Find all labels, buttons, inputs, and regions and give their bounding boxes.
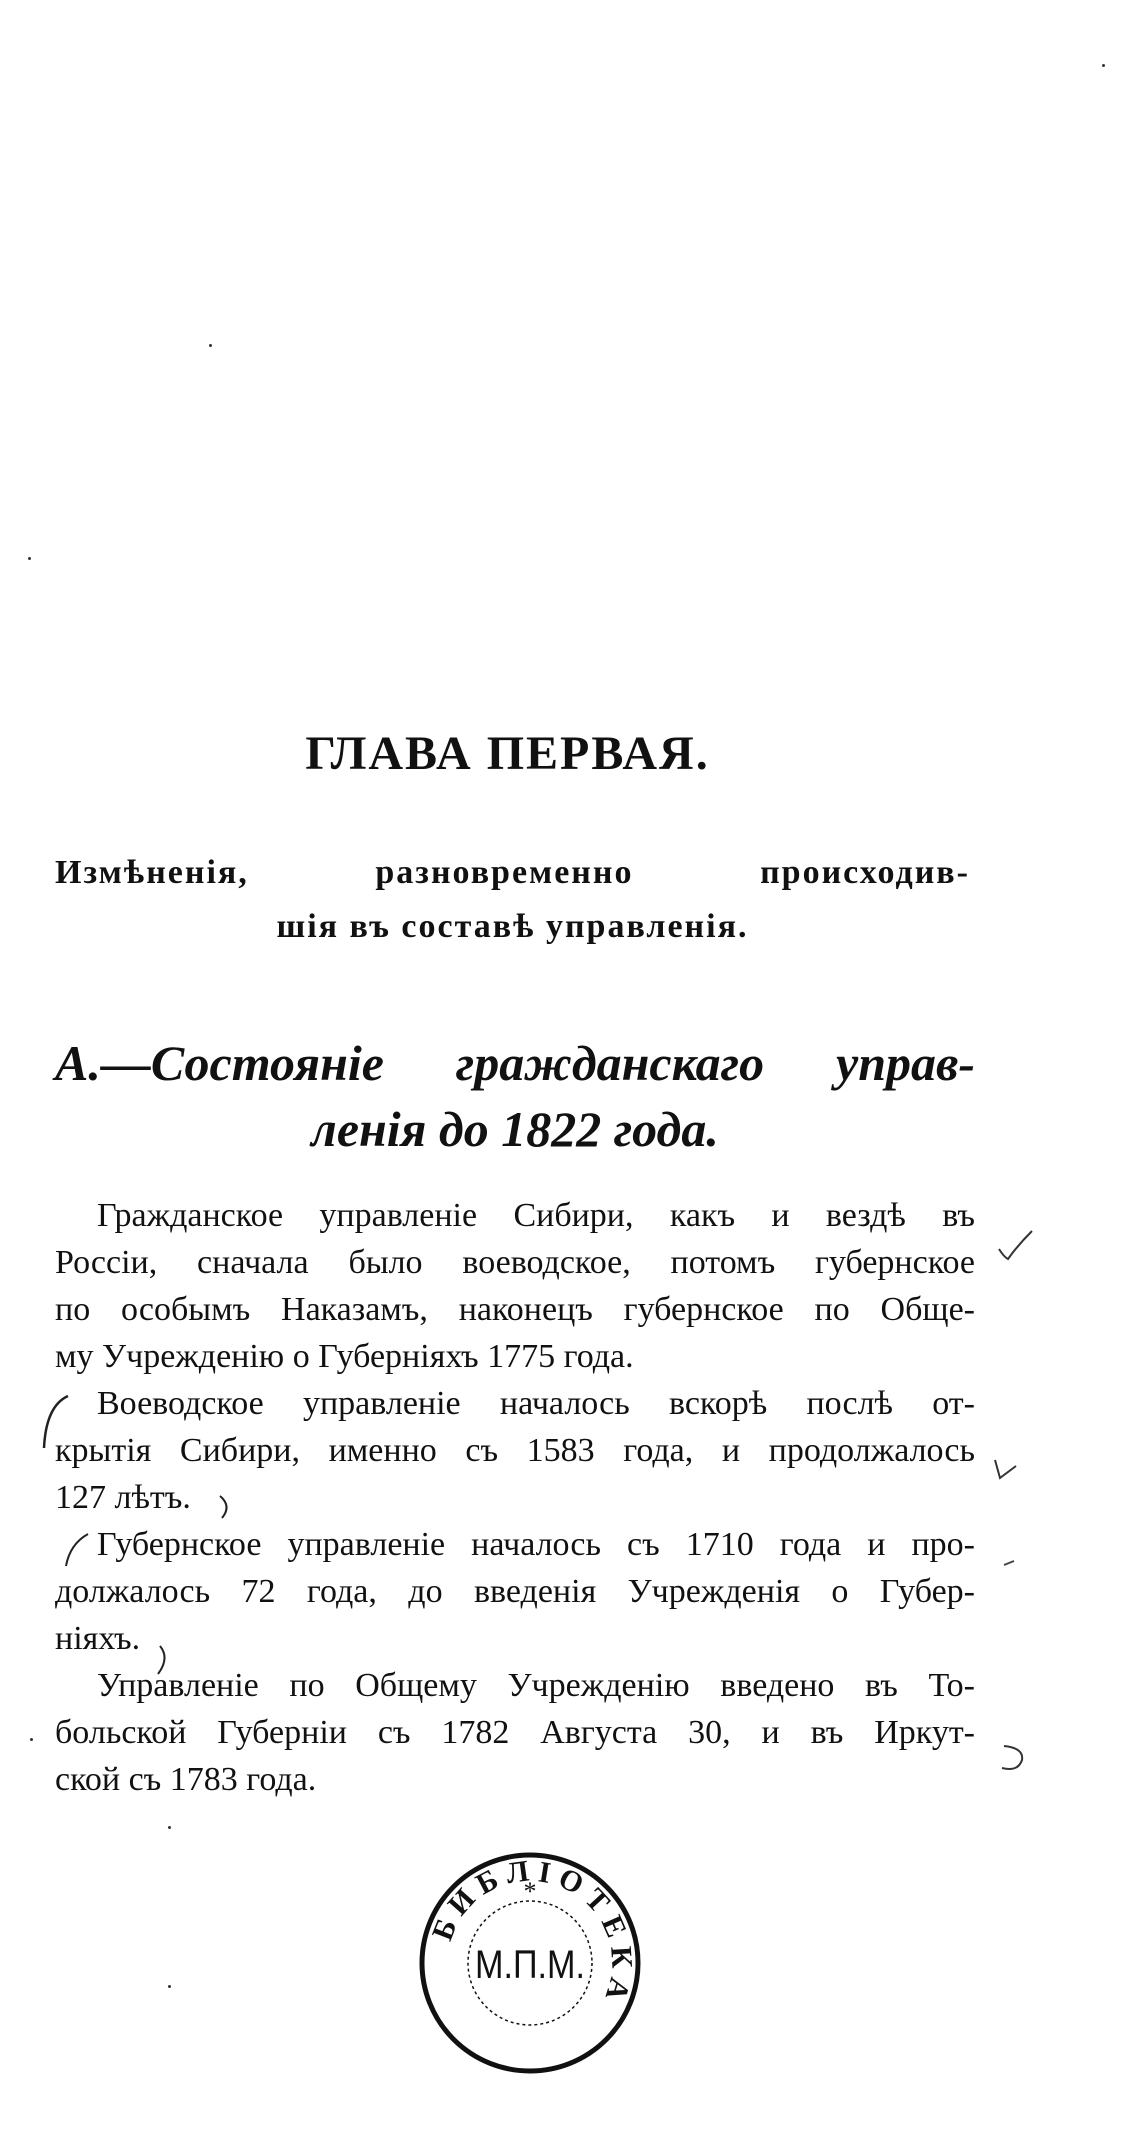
paragraph-line: по особымъ Наказамъ, наконецъ губернское по Обще- bbox=[55, 1291, 975, 1328]
paragraph-line: му Учрежденію о Губерніяхъ 1775 года. bbox=[55, 1338, 634, 1375]
bracket-pencil-mark bbox=[996, 1738, 1036, 1778]
paragraph-line: 127 лѣтъ. bbox=[55, 1479, 191, 1516]
paper-speck bbox=[209, 344, 212, 347]
body-text bbox=[55, 1192, 975, 1803]
svg-text:М.П.М.: М.П.М. bbox=[475, 1943, 585, 1987]
section-heading-line-2: шія въ составѣ управленія. bbox=[276, 908, 749, 945]
close-bracket-pencil-mark bbox=[214, 1492, 244, 1522]
paragraph-line: Россіи, сначала было воеводское, потомъ губернское bbox=[55, 1244, 975, 1281]
section-heading bbox=[55, 846, 970, 954]
paper-speck bbox=[28, 557, 31, 560]
subsection-heading bbox=[55, 1030, 975, 1162]
open-bracket-pencil-mark bbox=[38, 1392, 74, 1452]
paragraph-4 bbox=[55, 1662, 975, 1803]
open-bracket-pencil-mark bbox=[62, 1530, 92, 1570]
paragraph-line: ской съ 1783 года. bbox=[55, 1761, 317, 1798]
paragraph-1 bbox=[55, 1192, 975, 1380]
paper-speck bbox=[30, 1738, 33, 1741]
svg-text:*: * bbox=[523, 1877, 537, 1906]
paper-speck bbox=[1102, 64, 1105, 67]
subsection-heading-line-1: А.—Состояніе гражданскаго управ- bbox=[55, 1035, 975, 1091]
section-heading-line-1: Измѣненія, разновременно происходив- bbox=[55, 854, 970, 891]
paragraph-line: Гражданское управленіе Сибири, какъ и вездѣ въ bbox=[97, 1197, 975, 1234]
paragraph-3 bbox=[55, 1521, 975, 1662]
chapter-title: ГЛАВА ПЕРВАЯ. bbox=[305, 727, 710, 780]
paper-speck bbox=[168, 1985, 171, 1988]
subsection-heading-line-2: ленія до 1822 года. bbox=[311, 1101, 719, 1157]
checkmark-pencil-mark bbox=[996, 1225, 1036, 1265]
paper-speck bbox=[168, 1826, 171, 1829]
paragraph-line: Губернское управленіе началось съ 1710 года и про- bbox=[97, 1526, 975, 1563]
tick-pencil-mark bbox=[1000, 1545, 1040, 1585]
checkmark-pencil-mark bbox=[990, 1448, 1030, 1488]
paragraph-2 bbox=[55, 1380, 975, 1521]
paragraph-line: больской Губерніи съ 1782 Августа 30, и въ Иркут- bbox=[55, 1714, 975, 1751]
paragraph-line: Воеводское управленіе началось вскорѣ послѣ от- bbox=[97, 1385, 975, 1422]
close-bracket-pencil-mark bbox=[150, 1640, 180, 1680]
library-stamp bbox=[415, 1848, 645, 2078]
svg-text:Б И Б Л І О Т Е К А: Б И Б Л І О Т Е К А bbox=[425, 1854, 639, 2005]
paragraph-line: должалось 72 года, до введенія Учрежденія о Губер- bbox=[55, 1573, 975, 1610]
paragraph-line: крытія Сибири, именно съ 1583 года, и продолжалось bbox=[55, 1432, 975, 1469]
paragraph-line: ніяхъ. bbox=[55, 1620, 141, 1657]
paragraph-line: Управленіе по Общему Учрежденію введено въ То- bbox=[97, 1667, 975, 1704]
